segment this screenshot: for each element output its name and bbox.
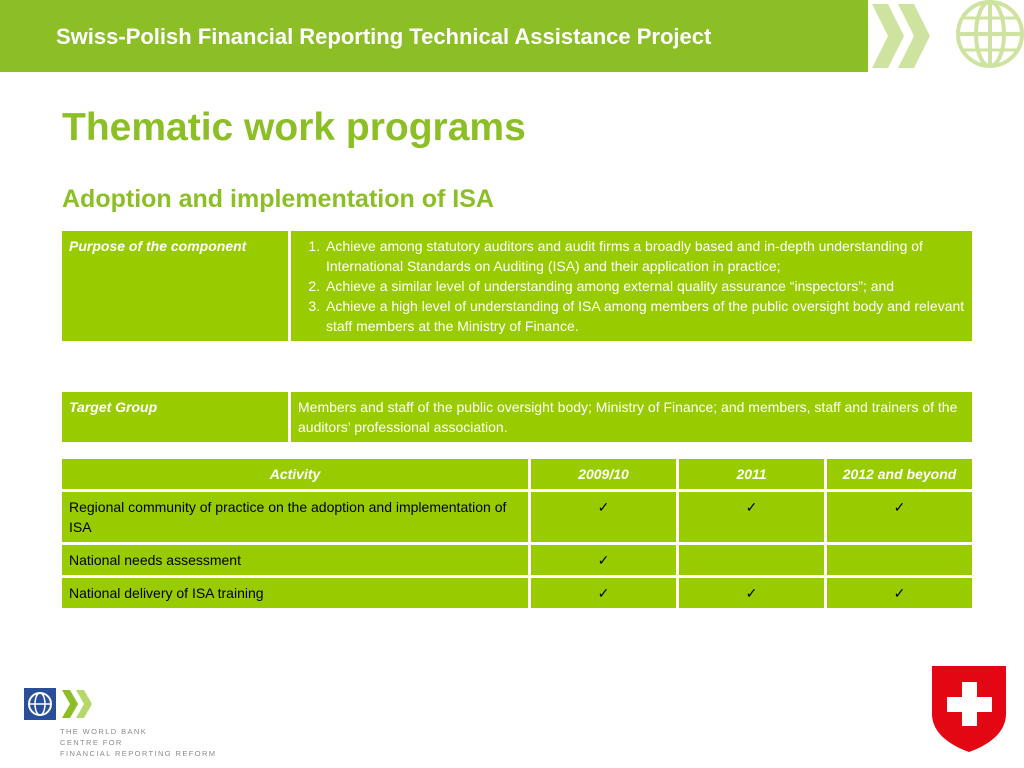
swiss-logo [930,664,1010,759]
table-row [61,544,974,577]
world-bank-line-3: FINANCIAL REPORTING REFORM [60,749,217,758]
page-subtitle: Adoption and implementation of ISA [62,185,494,213]
table-row [61,491,974,544]
check-mark: ✓ [678,577,826,610]
check-mark: ✓ [530,577,678,610]
check-mark [826,544,974,577]
check-mark: ✓ [530,544,678,577]
purpose-table [59,228,975,344]
check-mark: ✓ [530,491,678,544]
activity-cell: National delivery of ISA training [61,577,530,610]
page-title: Thematic work programs [62,106,526,149]
world-bank-line-1: THE WORLD BANK [60,727,148,736]
check-mark: ✓ [678,491,826,544]
table-row [61,577,974,610]
purpose-label: Purpose of the component [61,230,290,343]
list-item: 1. Achieve among statutory auditors and audit firms a broadly based and in-depth understanding of International Standards on Auditing (ISA) and their application in practice; [324,236,965,276]
header-title: Swiss-Polish Financial Reporting Technical Assistance Project [56,24,712,49]
check-mark [678,544,826,577]
table-header-row [61,458,974,491]
table-row [61,391,974,444]
target-group-table [59,389,975,445]
target-group-text: Members and staff of the public oversight body; Ministry of Finance; and members, staff and trainers of the auditors’ professional association. [290,391,974,444]
activity-cell: Regional community of practice on the adoption and implementation of ISA [61,491,530,544]
check-mark: ✓ [826,491,974,544]
purpose-list [298,236,965,336]
column-header-2011: 2011 [678,458,826,491]
header-decoration [868,0,1024,72]
swiss-cross-icon [930,664,1010,754]
world-bank-logo [24,688,100,729]
column-header-activity: Activity [61,458,530,491]
world-bank-logo-icon [24,688,100,724]
table-row [61,230,974,343]
purpose-list-cell [290,230,974,343]
column-header-2012-beyond: 2012 and beyond [826,458,974,491]
target-group-label: Target Group [61,391,290,444]
globe-icon [952,0,1024,76]
header-bar [0,0,868,72]
activity-cell: National needs assessment [61,544,530,577]
world-bank-caption [60,726,216,759]
activities-table [59,456,975,611]
check-mark: ✓ [826,577,974,610]
list-item: 2. Achieve a similar level of understanding among external quality assurance “inspectors”; and [324,276,965,296]
world-bank-line-2: CENTRE FOR [60,738,123,747]
list-item: 3. Achieve a high level of understanding of ISA among members of the public oversight body and relevant staff members at the Ministry of Finance. [324,296,965,336]
column-header-2009-10: 2009/10 [530,458,678,491]
